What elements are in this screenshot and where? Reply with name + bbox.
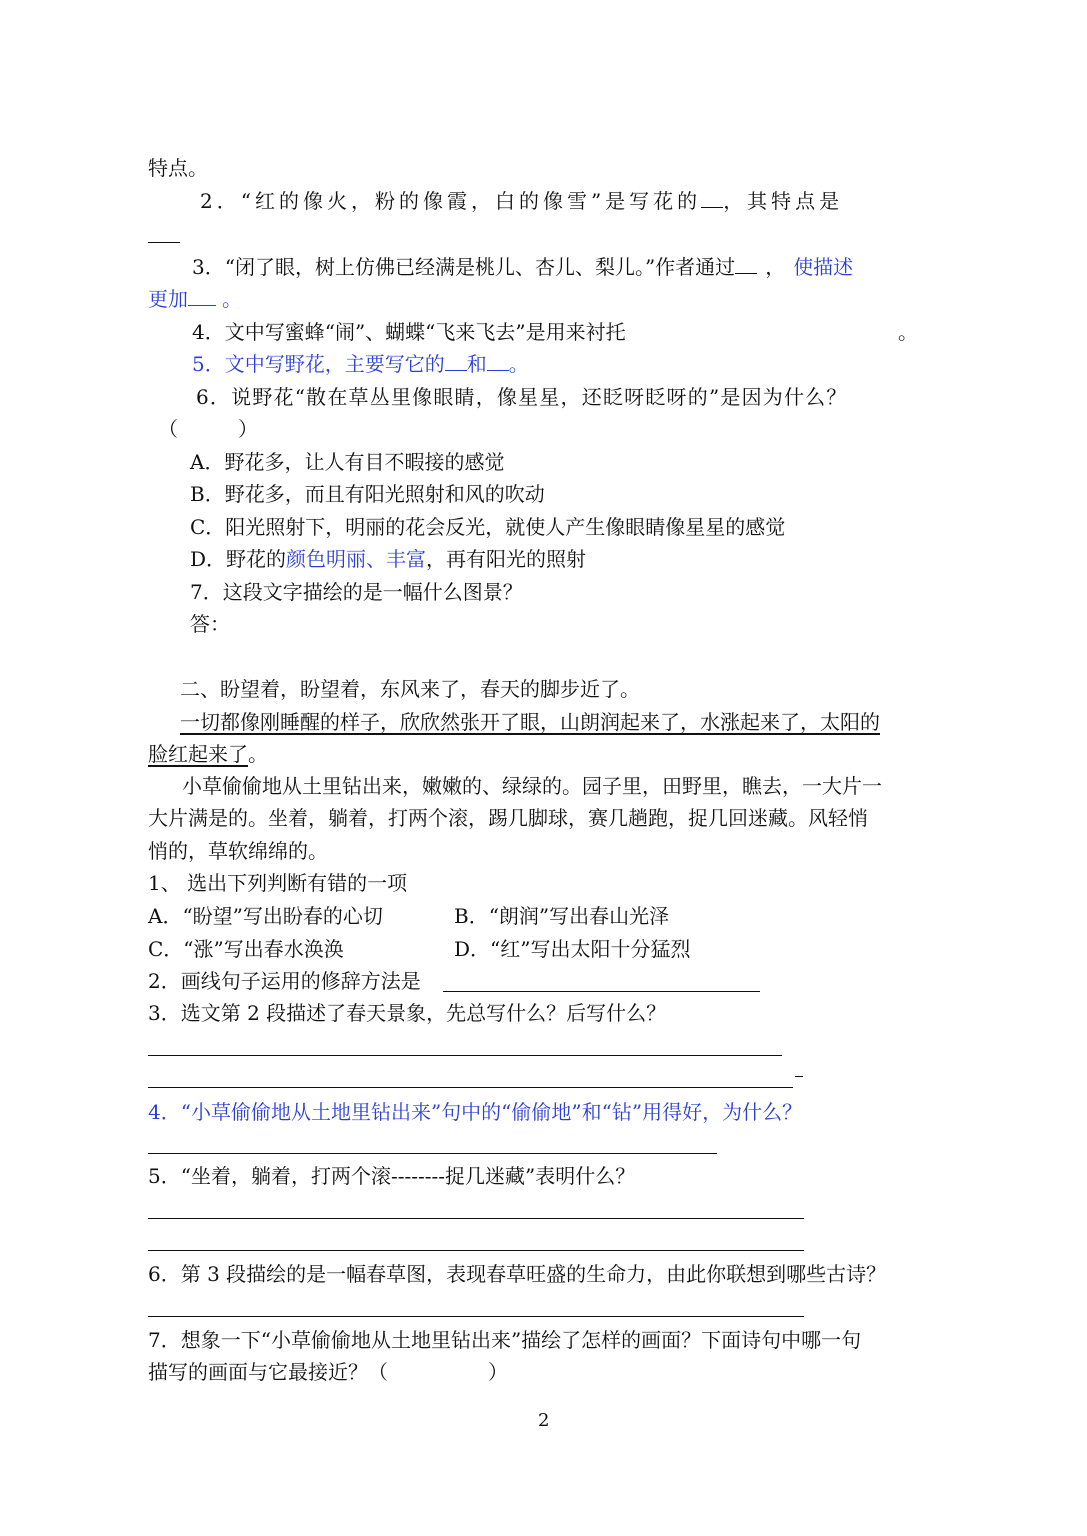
page-number: 2: [538, 1410, 550, 1431]
option-2-1-c: C．“涨”写出春水涣涣: [148, 937, 344, 961]
question-2-6: 6．第 3 段描绘的是一幅春草图，表现春草旺盛的生命力，由此你联想到哪些古诗？: [148, 1262, 887, 1286]
question-3: [192, 255, 853, 279]
question-4-end: 。: [898, 320, 918, 344]
question-5-and: 和: [466, 352, 487, 376]
answer-blank[interactable]: [487, 352, 509, 371]
option-2-1-b: B．“朗润”写出春山光泽: [454, 904, 670, 928]
question-3-cont: [148, 287, 242, 311]
option-b: B．野花多，而且有阳光照射和风的吹动: [190, 482, 545, 506]
option-d-text-end: ，再有阳光的照射: [426, 547, 587, 571]
question-3-highlight-cont: 更加: [148, 287, 188, 311]
question-2-mid: ，其特点是: [723, 189, 844, 213]
carry-over-line: 特点。: [148, 156, 208, 180]
answer-line[interactable]: [148, 1218, 804, 1219]
question-7: 7．这段文字描绘的是一幅什么图景？: [190, 580, 523, 604]
question-3-comma: ，: [765, 255, 786, 279]
question-2-3: 3．选文第 2 段描述了春天景象，先总写什么？后写什么？: [148, 1001, 667, 1025]
option-a: A．野花多，让人有目不暇接的感觉: [190, 450, 505, 474]
question-2-4: 4．“小草偷偷地从土地里钻出来”句中的“偷偷地”和“钻”用得好，为什么？: [148, 1100, 803, 1124]
answer-line[interactable]: [443, 991, 760, 992]
option-2-1-a: A．“盼望”写出盼春的心切: [148, 904, 383, 928]
question-3-text: 3．“闭了眼，树上仿佛已经满是桃儿、杏儿、梨儿。”作者通过: [192, 255, 736, 279]
question-2-1: 1、 选出下列判断有错的一项: [148, 871, 408, 895]
answer-line[interactable]: [148, 1055, 782, 1056]
answer-blank[interactable]: [148, 242, 180, 243]
option-c: C．阳光照射下，明丽的花会反光，就使人产生像眼睛像星星的感觉: [190, 515, 786, 539]
passage-para-1-line-1: 一切都像刚睡醒的样子，欣欣然张开了眼，山朗润起来了，水涨起来了，太阳的: [180, 710, 880, 734]
passage-para-1-line-2: [148, 742, 268, 766]
question-2-5: 5．“坐着，躺着，打两个滚--------捉几迷藏”表明什么？: [148, 1164, 636, 1188]
answer-blank[interactable]: [445, 352, 467, 371]
option-2-1-d: D．“红”写出太阳十分猛烈: [454, 937, 691, 961]
question-2-7-line-2: 描写的画面与它最接近？（ ）: [148, 1360, 508, 1384]
answer-line[interactable]: [148, 1087, 793, 1088]
question-2-2: 2．画线句子运用的修辞方法是: [148, 969, 421, 993]
question-2: [200, 189, 843, 213]
answer-line-tick: [795, 1076, 803, 1077]
passage-para-2-line-2: 大片满是的。坐着，躺着，打两个滚，踢几脚球，赛几趟跑，捉几回迷藏。风轻悄: [148, 806, 868, 830]
answer-line[interactable]: [148, 1250, 804, 1251]
answer-blank[interactable]: [701, 189, 723, 208]
question-5: [192, 352, 529, 376]
option-d-highlight: 颜色明丽、丰富: [286, 547, 427, 571]
question-3-highlight: 使描述: [793, 255, 854, 279]
question-6-paren[interactable]: （ ）: [158, 417, 258, 441]
answer-blank[interactable]: [735, 255, 757, 274]
passage-para-2-line-1: 小草偷偷地从土里钻出来，嫩嫩的、绿绿的。园子里，田野里，瞧去，一大片一: [182, 774, 882, 798]
answer-line[interactable]: [148, 1316, 804, 1317]
question-6: 6．说野花“散在草丛里像眼睛，像星星，还眨呀眨呀的”是因为什么？: [196, 385, 848, 409]
question-5-text: 5．文中写野花，主要写它的: [192, 352, 445, 376]
para-1-period: 。: [248, 742, 268, 766]
answer-line[interactable]: [148, 1153, 717, 1154]
question-3-end: 。: [222, 287, 242, 311]
option-d-text: D．野花的: [190, 547, 287, 571]
section-heading: 二、盼望着，盼望着，东风来了，春天的脚步近了。: [180, 677, 640, 701]
passage-para-2-line-3: 悄的，草软绵绵的。: [148, 839, 328, 863]
question-5-end: 。: [508, 352, 529, 376]
question-2-7-line-1: 7．想象一下“小草偷偷地从土地里钻出来”描绘了怎样的画面？下面诗句中哪一句: [148, 1328, 862, 1352]
underlined-sentence-end: 脸红起来了: [148, 742, 248, 766]
option-d: [190, 547, 586, 571]
question-2-text: 2．“红的像火，粉的像霞，白的像雪”是写花的: [200, 189, 702, 213]
answer-label: 答：: [190, 612, 230, 636]
answer-blank[interactable]: [188, 287, 216, 306]
question-4: 4．文中写蜜蜂“闹”、蝴蝶“飞来飞去”是用来衬托: [192, 320, 626, 344]
